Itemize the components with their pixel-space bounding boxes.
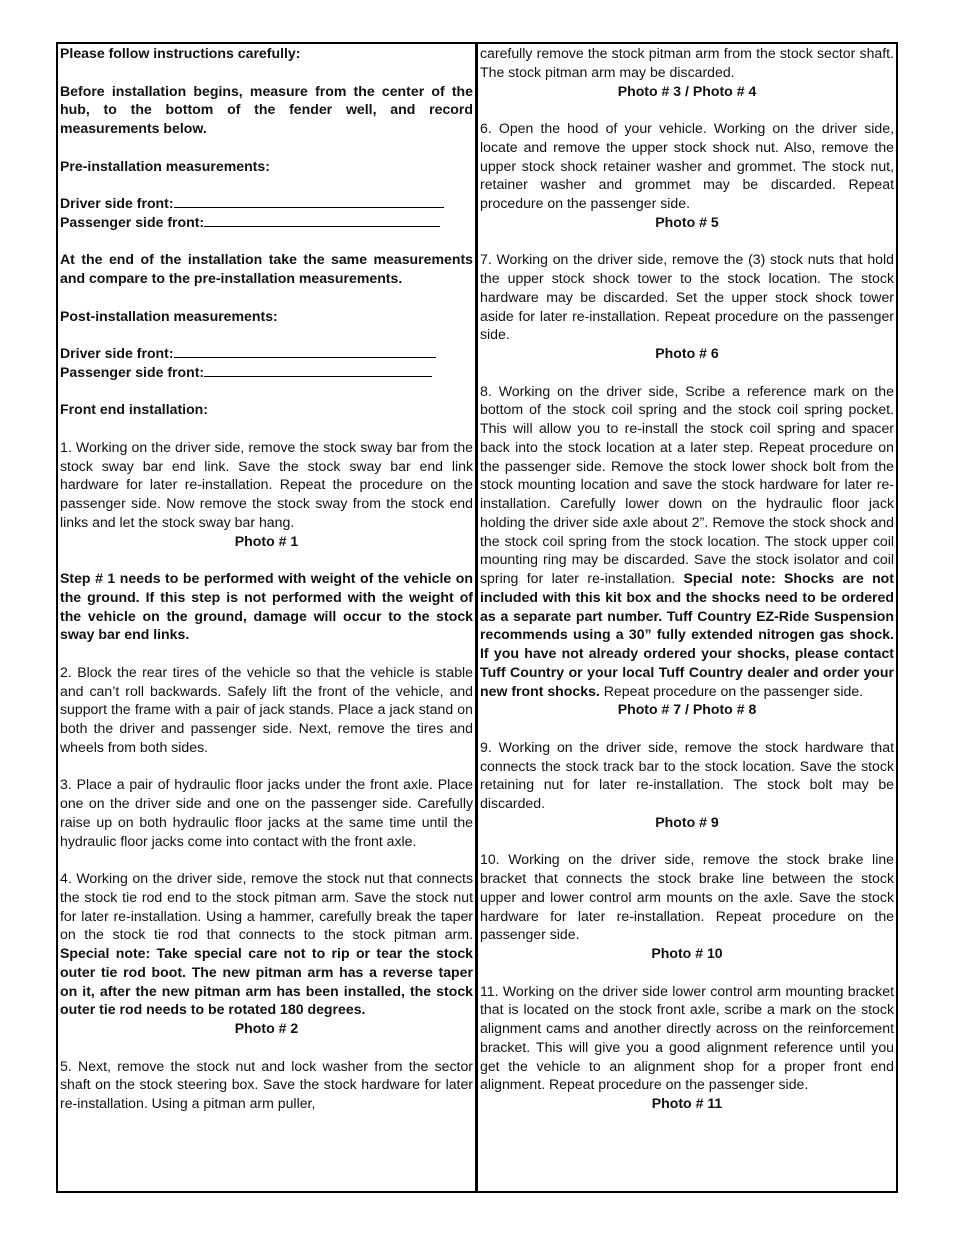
step-8-text: 8. Working on the driver side, Scribe a reference mark on the bottom of the stock coil spring and the stock coil spring pocket. This will allow you to re-install the stock coil spring and spacer back into the stock location at a later step. Repeat procedure on the passenger side. Remove the stock lower shock bolt from the stock mounting location and save the stock hardware for later re-installation. Carefully lower down on the hydraulic floor jack holding the driver side axle about 2”. Remove the stock shock and the stock coil spring from the stock location. The stock upper coil mounting ring may be discarded. Save the stock isolator and coil spring for later re-installation. [480, 382, 894, 586]
step-4-text: 4. Working on the driver side, remove the stock nut that connects the stock tie rod end to the stock pitman arm. Save the stock nut for later re-installation. Using a hammer, carefully break the taper on the stock tie rod that connects to the stock pitman arm. [60, 870, 473, 943]
post-driver-label: Driver side front: [60, 345, 174, 361]
pre-measurements-heading: Pre-installation measurements: [60, 157, 270, 174]
step-8 [480, 382, 894, 701]
photo-11-caption: Photo # 11 [651, 1095, 723, 1111]
right-column [478, 44, 896, 1191]
photo-3-4-caption: Photo # 3 / Photo # 4 [617, 82, 757, 99]
pre-driver-label: Driver side front: [60, 195, 174, 211]
front-end-heading: Front end installation: [60, 401, 208, 418]
step-1-note: Step # 1 needs to be performed with weight of the vehicle on the ground. If this step is not performed with the weight of the vehicle on the ground, damage will occur to the stock sway bar end links. [60, 570, 473, 643]
post-passenger-blank [204, 364, 432, 377]
photo-1-caption: Photo # 1 [234, 532, 299, 549]
pre-driver-blank [174, 195, 444, 208]
step-10: 10. Working on the driver side, remove the stock brake line bracket that connects the stock brake line between the stock upper and lower control arm mounts on the axle. Save the stock hardware for later re-installation. Repeat procedure on the passenger side. [480, 851, 894, 943]
left-column [58, 44, 478, 1191]
step-9: 9. Working on the driver side, remove the stock hardware that connects the stock track bar to the stock location. Save the stock retaining nut for later re-installation. The stock bolt may be discarded. [480, 738, 894, 811]
step-8-end: Repeat procedure on the passenger side. [603, 682, 864, 699]
step-8-special-note: Special note: Shocks are not included with this kit box and the shocks need to be ordered as a separate part number. Tuff Country EZ-Ride Suspension recommends using a 30” fully extended nitrogen gas shock. If you have not already ordered your shocks, please contact Tuff Country or your local Tuff Country dealer and order your new front shocks. [480, 570, 894, 699]
step-4 [60, 869, 473, 1019]
pre-passenger-field [60, 213, 473, 232]
post-passenger-field [60, 363, 473, 382]
step-4-special-note: Special note: Take special care not to rip or tear the stock outer tie rod boot. The new pitman arm has a reverse taper on it, after the new pitman arm has been installed, the stock outer tie rod needs to be rotated 180 degrees. [60, 945, 473, 1018]
post-driver-blank [174, 345, 436, 358]
photo-10-caption: Photo # 10 [651, 945, 723, 961]
end-note: At the end of the installation take the same measurements and compare to the pre-installation measurements. [60, 251, 473, 286]
pre-passenger-label: Passenger side front: [60, 213, 205, 230]
post-measurements-heading: Post-installation measurements: [60, 307, 278, 324]
pre-passenger-blank [204, 214, 440, 227]
photo-7-8-caption: Photo # 7 / Photo # 8 [617, 701, 757, 718]
pre-driver-field [60, 194, 473, 213]
photo-2-caption: Photo # 2 [234, 1020, 299, 1036]
post-driver-field [60, 344, 473, 363]
step-11: 11. Working on the driver side lower control arm mounting bracket that is located on the stock front axle, scribe a mark on the stock alignment cams and another directly across on the reinforcement bracket. This will give you a good alignment reference until you get the vehicle to an alignment shop for a proper front end alignment. Repeat procedure on the passenger side. [480, 982, 894, 1093]
step-7: 7. Working on the driver side, remove the (3) stock nuts that hold the upper stock shock tower to the stock location. The stock hardware may be discarded. Set the upper stock shock tower aside for later re-installation. Repeat procedure on the passenger side. [480, 251, 894, 343]
photo-9-caption: Photo # 9 [655, 813, 719, 830]
step-5-continued: carefully remove the stock pitman arm from the stock sector shaft. The stock pitman arm may be discarded. [480, 45, 894, 80]
photo-5-caption: Photo # 5 [655, 213, 719, 230]
intro-heading: Please follow instructions carefully: [60, 45, 301, 61]
instruction-frame [56, 42, 898, 1193]
step-5: 5. Next, remove the stock nut and lock washer from the sector shaft on the stock steering box. Save the stock hardware for later re-installation. Using a pitman arm puller, [60, 1057, 473, 1111]
post-passenger-label: Passenger side front: [60, 363, 205, 380]
step-1: 1. Working on the driver side, remove the stock sway bar from the stock sway bar end link. Save the stock sway bar end link hardware for later re-installation. Repeat the procedure on the passenger side. Now remove the stock sway from the stock end links and let the stock sway bar hang. [60, 438, 473, 530]
step-2: 2. Block the rear tires of the vehicle so that the vehicle is stable and can’t roll backwards. Safely lift the front of the vehicle, and support the frame with a pair of jack stands. Place a jack stand on both the driver and passenger side. Next, remove the tires and wheels from both sides. [60, 663, 473, 755]
step-3: 3. Place a pair of hydraulic floor jacks under the front axle. Place one on the driver side and one on the passenger side. Carefully raise up on both hydraulic floor jacks at the same time until the hydraulic floor jacks come into contact with the front axle. [60, 776, 473, 849]
photo-6-caption: Photo # 6 [655, 345, 719, 361]
before-instructions: Before installation begins, measure from the center of the hub, to the bottom of the fender well, and record measurements below. [60, 82, 473, 136]
step-6: 6. Open the hood of your vehicle. Working on the driver side, locate and remove the upper stock shock nut. Also, remove the upper stock shock retainer washer and grommet. The stock nut, retainer washer and grommet may be discarded. Repeat procedure on the passenger side. [480, 120, 894, 211]
